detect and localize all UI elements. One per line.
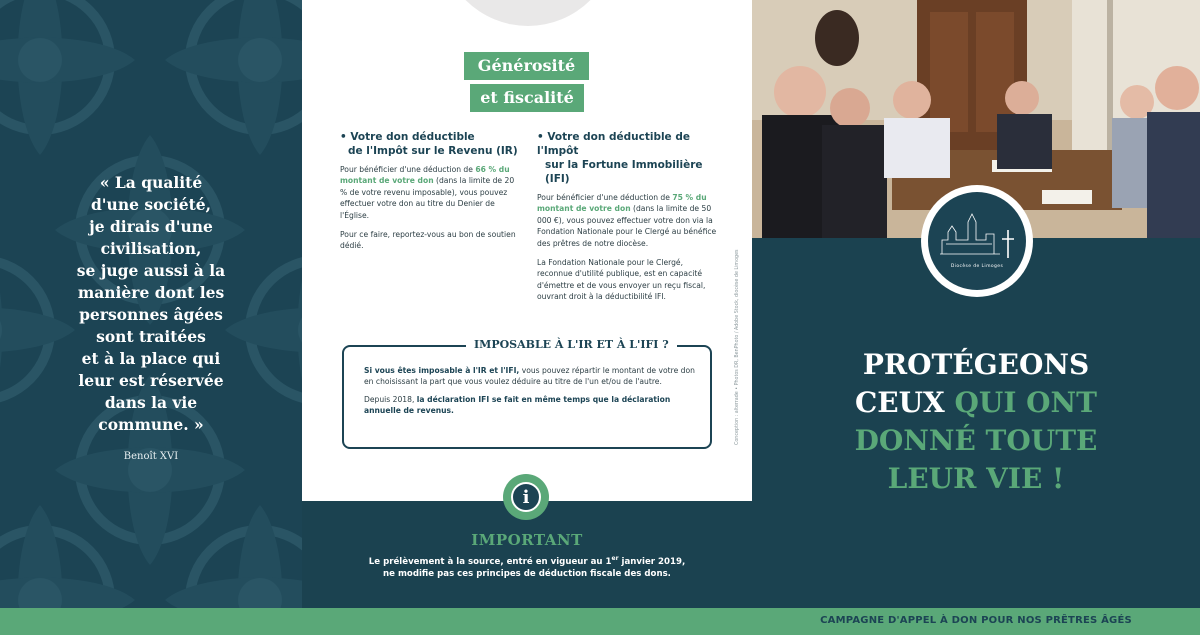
logo-label: Diocèse de Limoges: [950, 264, 1004, 269]
ifi-text: Pour bénéficier d'une déduction de: [537, 193, 673, 202]
info-icon: [503, 474, 549, 520]
important-text: [340, 553, 714, 581]
section-title-line1: Générosité: [464, 52, 589, 80]
quote-line: d'une société,: [90, 195, 212, 214]
decorative-arc: [440, 0, 616, 26]
ir-paragraph-1: [340, 164, 520, 221]
quote-line: sont traitées: [96, 327, 206, 346]
headline-line1: PROTÉGEONS: [862, 348, 1090, 381]
ir-text: (dans la limite de 20 % de votre revenu imposable), vous pouvez effectuer votre don au titre du Denier de l'Église.: [340, 176, 515, 220]
headline-line2-green: QUI ONT: [954, 386, 1097, 419]
info-glyph: i: [511, 482, 541, 512]
quote-line: commune. »: [98, 415, 204, 434]
ifi-heading-line2: sur la Fortune Immobilière (IFI): [545, 159, 703, 185]
logo-emblem: [928, 192, 1026, 290]
ifi-highlight: 75 % du montant de votre don: [537, 193, 707, 214]
impot-paragraph-2: [364, 394, 699, 417]
important-line1: Le prélèvement à la source, entré en vigueur au 1: [368, 556, 612, 567]
ir-column: [340, 130, 520, 260]
quote-line: et à la place qui: [81, 349, 221, 368]
ir-heading: [340, 130, 520, 158]
impot-bold: la déclaration IFI se fait en même temps que la déclaration annuelle de revenus.: [364, 394, 671, 416]
impot-bold: Si vous êtes imposable à l'IR et l'IFI,: [364, 366, 520, 375]
headline-line4: LEUR VIE !: [887, 462, 1065, 495]
ir-highlight: 66 % du montant de votre don: [340, 165, 510, 186]
ir-paragraph-2: Pour ce faire, reportez-vous au bon de soutien dédié.: [340, 230, 516, 251]
campaign-headline: [820, 346, 1132, 498]
impot-text: Depuis 2018,: [364, 394, 417, 404]
impot-heading: IMPOSABLE À L'IR ET À L'IFI ?: [466, 338, 677, 351]
ir-heading-line2: de l'Impôt sur le Revenu (IR): [348, 145, 518, 157]
quote-line: civilisation,: [100, 239, 202, 258]
quote-text: [20, 172, 282, 436]
impot-text: vous pouvez répartir le montant de votre don en choisissant la part que vous voulez déduire au titre de l'un et/ou de l'autre.: [364, 366, 695, 387]
quote-author: Benoît XVI: [123, 451, 179, 462]
important-line1-end: janvier 2019,: [618, 556, 686, 567]
fiscal-info-panel: [302, 0, 752, 501]
important-line2: ne modifie pas ces principes de déduction fiscale des dons.: [383, 569, 671, 580]
quote-line: manière dont les: [77, 283, 225, 302]
ir-heading-line1: • Votre don déductible: [340, 131, 475, 143]
ifi-paragraph-2: La Fondation Nationale pour le Clergé, reconnue d'utilité publique, est en capacité d'émettre et de vous envoyer un reçu fiscal, ouvrant droit à la déductibilité IFI.: [537, 258, 706, 302]
quote-line: se juge aussi à la: [76, 261, 226, 280]
ifi-column: [537, 130, 717, 311]
impot-paragraph-1: [364, 365, 699, 388]
section-title-line2: et fiscalité: [470, 84, 584, 112]
footer-campaign-text: CAMPAGNE D'APPEL À DON POUR NOS PRÊTRES ÂGÉS: [820, 615, 1132, 626]
impot-box: [342, 338, 712, 449]
ifi-heading: [537, 130, 717, 186]
quote-line: leur est réservée: [78, 371, 224, 390]
diocese-logo: [921, 185, 1033, 297]
headline-line2-white: CEUX: [854, 386, 955, 419]
headline-line3: DONNÉ TOUTE: [854, 424, 1098, 457]
ifi-text: (dans la limite de 50 000 €), vous pouvez effectuer votre don via la Fondation Nationale pour le Clergé au bénéfice des prêtres de notre diocèse.: [537, 204, 717, 248]
ifi-heading-line1: • Votre don déductible de l'Impôt: [537, 131, 690, 157]
ifi-paragraph-1: [537, 192, 717, 249]
superscript: er: [611, 555, 619, 562]
quote-line: « La qualité: [99, 173, 203, 192]
quote-line: je dirais d'une: [89, 217, 213, 236]
ir-text: Pour bénéficier d'une déduction de: [340, 165, 476, 174]
quote-line: dans la vie: [104, 393, 198, 412]
important-title: IMPORTANT: [471, 531, 583, 549]
credits-text: Conception : alterrade • Photos DR, BenPhoto / Adobe Stock, diocèse de Limoges: [735, 249, 740, 445]
cathedral-icon: [928, 192, 1026, 290]
quote-panel: [0, 0, 302, 608]
quote-line: personnes âgées: [79, 305, 223, 324]
